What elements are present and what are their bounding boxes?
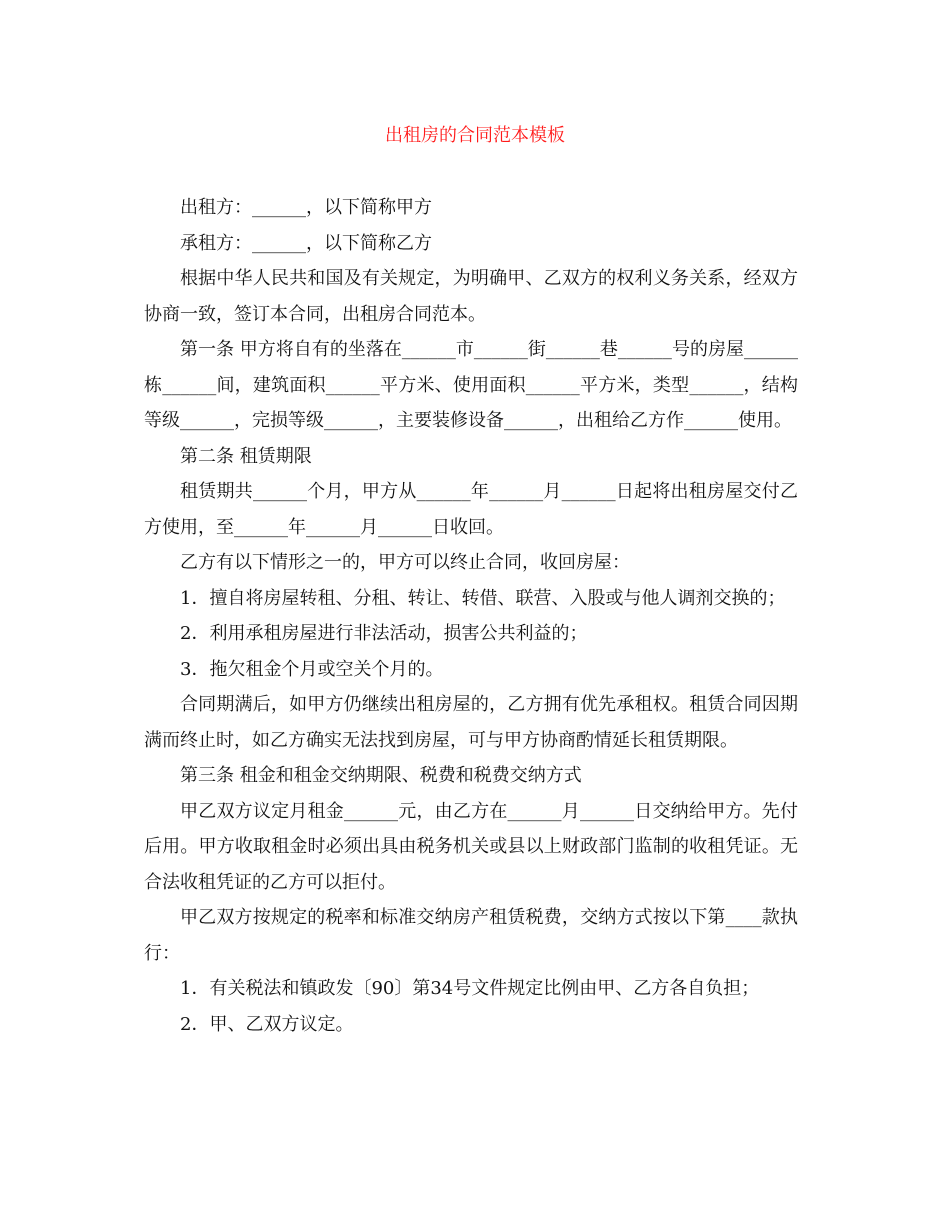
article-3-heading: 第三条 租金和租金交纳期限、税费和税费交纳方式 (180, 765, 582, 786)
lease-term-paragraph: 租赁期共______个月，甲方从______年______月______日起将出租房屋交付乙方使用，至______年______月______日收回。 (144, 481, 798, 538)
lessee-line: 承租方：______，以下简称乙方 (180, 232, 432, 254)
article-2-heading: 第二条 租赁期限 (180, 445, 312, 467)
termination-item-2: 2．利用承租房屋进行非法活动，损害公共利益的； (180, 623, 588, 644)
preamble-paragraph: 根据中华人民共和国及有关规定，为明确甲、乙双方的权利义务关系，经双方协商一致，签订本合同，出租房合同范本。 (144, 268, 798, 325)
lessor-line: 出租方：______，以下简称甲方 (180, 197, 432, 218)
termination-item-3: 3．拖欠租金个月或空关个月的。 (180, 658, 444, 680)
termination-intro: 乙方有以下情形之一的，甲方可以终止合同，收回房屋： (180, 552, 630, 573)
tax-item-2: 2．甲、乙双方议定。 (180, 1013, 354, 1035)
tax-paragraph: 甲乙双方按规定的税率和标准交纳房产租赁税费，交纳方式按以下第____款执行： (144, 907, 798, 964)
rent-paragraph: 甲乙双方议定月租金______元，由乙方在______月______日交纳给甲方。先付后用。甲方收取租金时必须出具由税务机关或县以上财政部门监制的收租凭证。无合法收租凭证的乙方可以拒付。 (144, 800, 798, 893)
renewal-paragraph: 合同期满后，如甲方仍继续出租房屋的，乙方拥有优先承租权。租赁合同因期满而终止时，如乙方确实无法找到房屋，可与甲方协商酌情延长租赁期限。 (144, 694, 798, 751)
document-body (144, 190, 798, 1042)
tax-item-1: 1．有关税法和镇政发〔90〕第34号文件规定比例由甲、乙方各自负担； (180, 978, 760, 999)
termination-item-1: 1．擅自将房屋转租、分租、转让、转借、联营、入股或与他人调剂交换的； (180, 587, 786, 609)
article-1-paragraph: 第一条 甲方将自有的坐落在______市______街______巷______号的房屋______栋______间，建筑面积______平方米、使用面积______平方米，类型______，结构等级______，完损等级______，主要装修设备______，出租给乙方作______使用。 (144, 339, 798, 431)
document-title: 出租房的合同范本模板 (385, 125, 565, 146)
